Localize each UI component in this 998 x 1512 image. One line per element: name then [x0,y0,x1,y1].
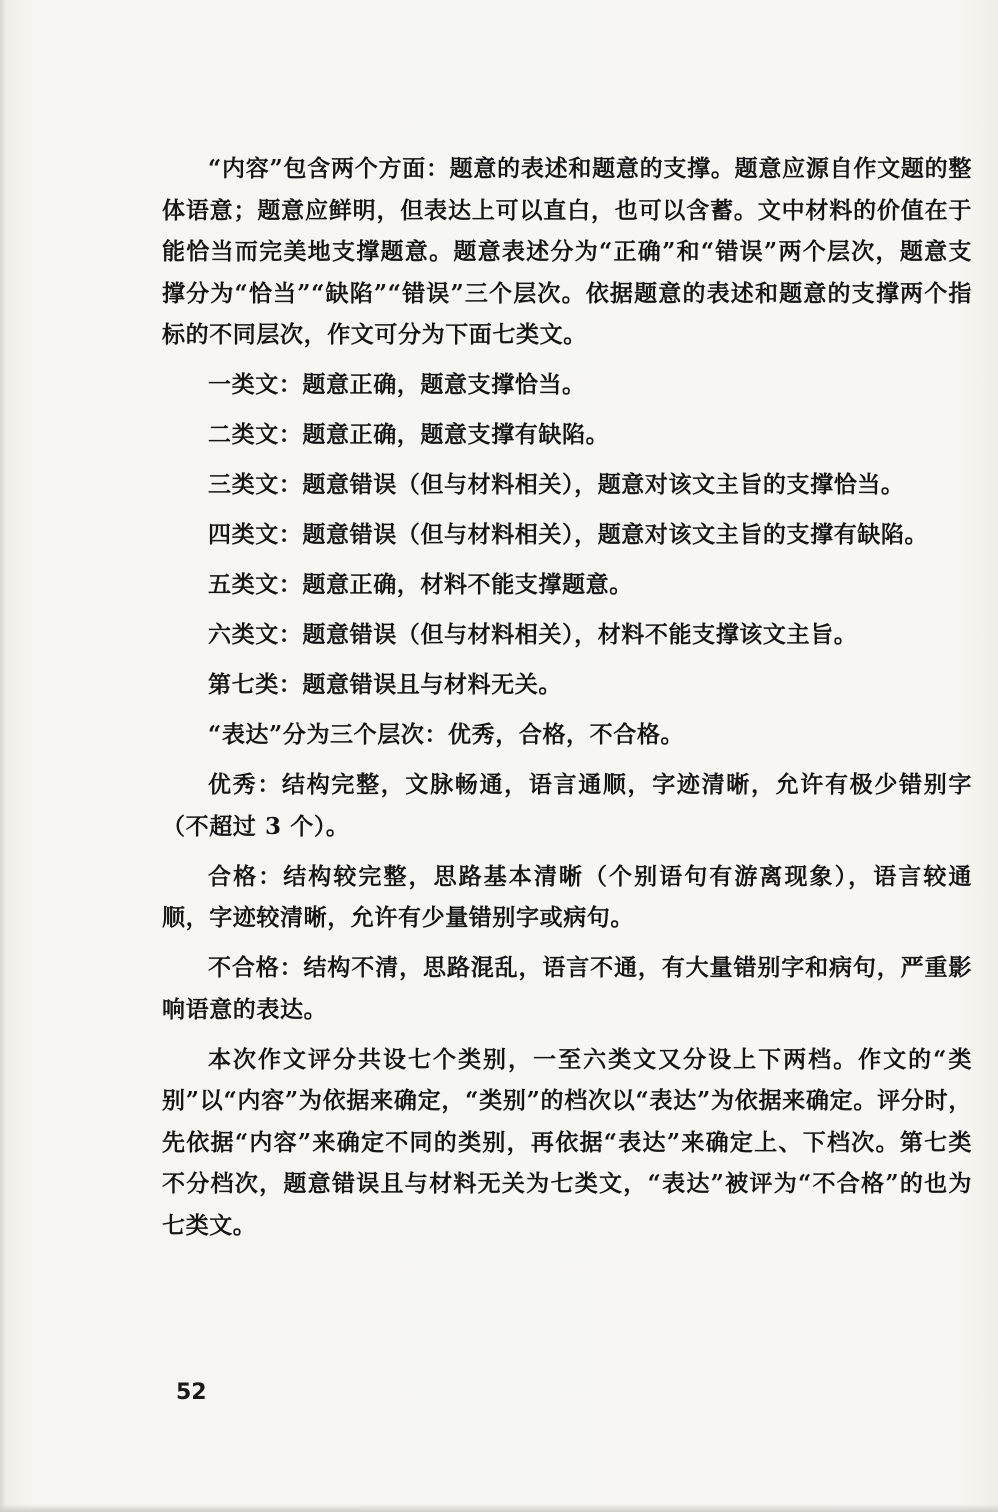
page-binding-shadow [0,0,6,1512]
paragraph-class-one: 一类文：题意正确，题意支撑恰当。 [208,371,586,398]
paragraph-class-three: 三类文：题意错误（但与材料相关），题意对该文主旨的支撑恰当。 [208,471,905,498]
paragraph-unqualified: 不合格：结构不清，思路混乱，语言不通，有大量错别字和病句，严重影响语意的表达。 [162,954,972,1023]
paragraph-class-six: 六类文：题意错误（但与材料相关），材料不能支撑该文主旨。 [208,621,858,648]
page-bottom-edge [0,1504,998,1512]
paragraph-excellent: 优秀：结构完整，文脉畅通，语言通顺，字迹清晰，允许有极少错别字（不超过 3 个）。 [162,771,972,840]
paragraph-scoring-rules: 本次作文评分共设七个类别，一至六类文又分设上下两档。作文的“类别”以“内容”为依据来确定，“类别”的档次以“表达”为依据来确定。评分时，先依据“内容”来确定不同的类别，再依据“表达”来确定上、下档次。第七类不分档次，题意错误且与材料无关为七类文，“表达”被评为“不合格”的也为七类文。 [162,1045,972,1239]
page-number: 52 [176,1380,207,1405]
paragraph-content-definition: “内容”包含两个方面：题意的表述和题意的支撑。题意应源自作文题的整体语意；题意应鲜明，但表达上可以直白，也可以含蓄。文中材料的价值在于能恰当而完美地支撑题意。题意表述分为“正确”和“错误”两个层次，题意支撑分为“恰当”“缺陷”“错误”三个层次。依据题意的表述和题意的支撑两个指标的不同层次，作文可分为下面七类文。 [162,155,972,348]
paragraph-expression-levels: “表达”分为三个层次：优秀，合格，不合格。 [208,721,685,748]
paragraph-qualified: 合格：结构较完整，思路基本清晰（个别语句有游离现象），语言较通顺，字迹较清晰，允许有少量错别字或病句。 [162,862,972,931]
paragraph-class-five: 五类文：题意正确，材料不能支撑题意。 [208,571,633,598]
paragraph-class-seven: 第七类：题意错误且与材料无关。 [208,671,562,698]
paragraph-class-two: 二类文：题意正确，题意支撑有缺陷。 [208,421,610,448]
body-text [162,148,972,1255]
paragraph-class-four: 四类文：题意错误（但与材料相关），题意对该文主旨的支撑有缺陷。 [208,521,929,548]
